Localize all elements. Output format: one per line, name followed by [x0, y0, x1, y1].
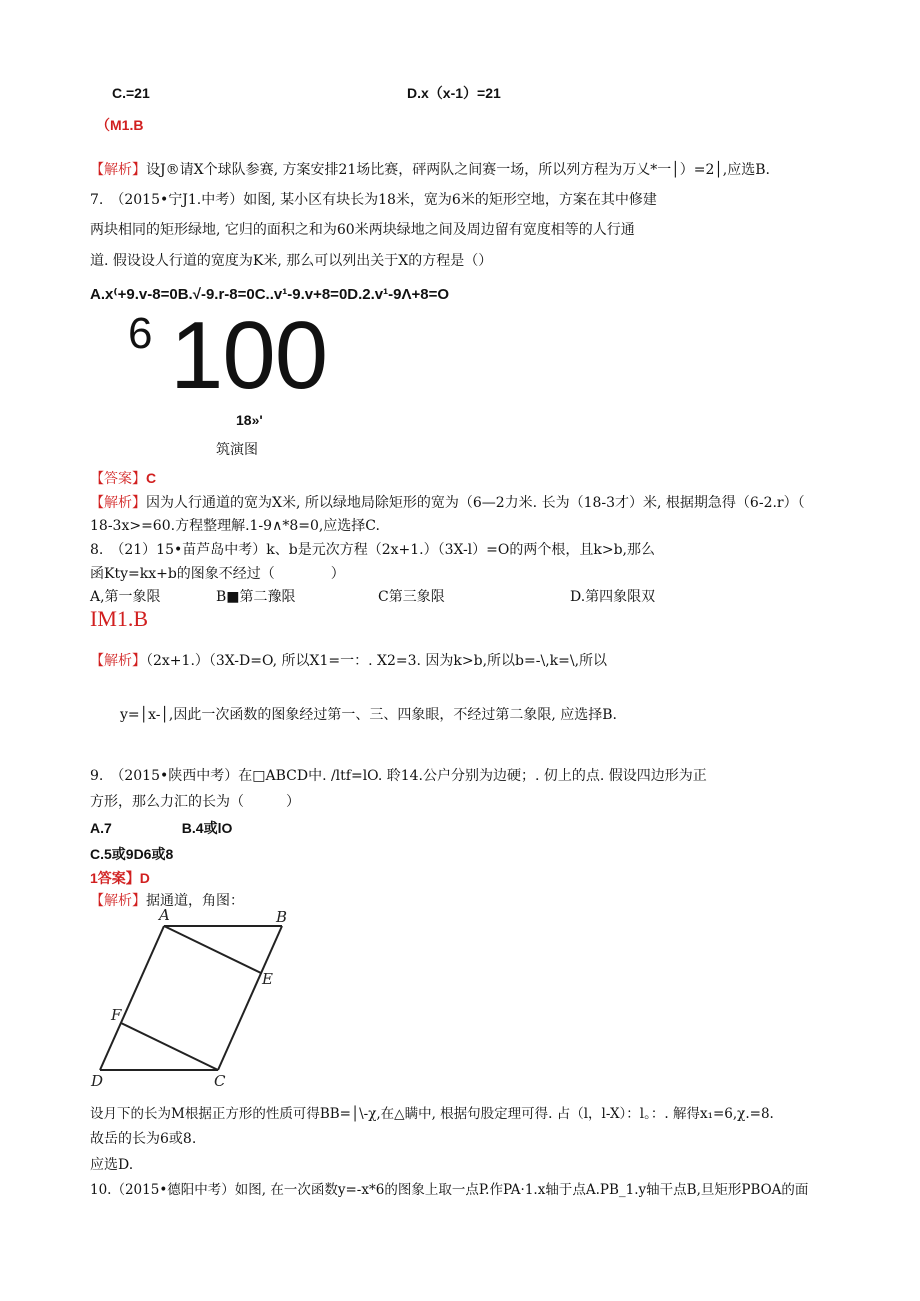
answer-tag: 【答案】 — [90, 471, 146, 487]
analysis-text: （2x+1.）（3X-D=O, 所以X1=一：. X2=3. 因为k>b,所以b=-\,k=\,所以 — [146, 653, 608, 669]
q7-answer — [90, 469, 156, 488]
figure-hundred: 100 — [170, 302, 328, 409]
q9-solution-2: 故岳的长为6或8. — [90, 1131, 197, 1147]
analysis-tag: 【解析】 — [90, 893, 146, 909]
q9-solution-1: 设月下的长为M根据正方形的性质可得BB=│\-χ,在△瞒中, 根据句股定理可得. 占（l，l-X）：l。：. 解得x₁=6,χ.=8. — [90, 1106, 774, 1122]
q6-option-c: C.=21 — [112, 85, 150, 101]
label-e: E — [262, 970, 273, 988]
q10-line-1: 10.（2015•德阳中考）如图, 在一次函数y=-x*6的图象上取一点P.作PA·1.x轴于点A.PB_1.y轴干点B,旦矩形PBOA的面 — [90, 1182, 809, 1198]
analysis-tag: 【解析】 — [90, 162, 146, 178]
q9-options-ab: A.7 B.4或lO — [90, 820, 233, 836]
analysis-text: 据通道，角图： — [146, 893, 244, 909]
q8-option-c: C第三象限 — [378, 589, 445, 605]
q9-answer — [90, 869, 150, 887]
q8-option-d: D.第四象限双 — [570, 589, 656, 605]
q9-solution-3: 应选D. — [90, 1157, 134, 1173]
q8-answer: IM1.B — [90, 606, 149, 631]
q7-line-2: 两块相同的矩形绿地, 它归的面积之和为60米两块绿地之间及周边留有宽度相等的人行通 — [90, 222, 635, 238]
q7-analysis-2: 18-3x>=60.方程整理解.1-9∧*8=0,应选择C. — [90, 518, 380, 534]
q8-analysis-1 — [90, 652, 607, 670]
q9-parallelogram-diagram — [86, 908, 300, 1090]
q7-figure-label: 18»' — [236, 412, 263, 428]
q8-line-2: 函Kty=kx+b的图象不经过（ ） — [90, 566, 345, 582]
label-f: F — [111, 1006, 122, 1024]
label-b: B — [276, 908, 288, 926]
q6-analysis — [90, 161, 770, 179]
figure-six: 6 — [128, 309, 153, 358]
edge-da — [100, 926, 164, 1070]
q9-line-2: 方形，那么力汇的长为（ ） — [90, 794, 300, 810]
q8-option-b: B■第二豫限 — [216, 589, 296, 605]
q6-answer: （M1.B — [96, 117, 144, 133]
segment-ae — [164, 926, 261, 973]
answer-value: C — [146, 470, 157, 486]
analysis-tag: 【解析】 — [90, 653, 146, 669]
q8-analysis-2: y=│x-│,因此一次函数的图象经过第一、三、四象眼，不经过第二象限, 应选择B. — [120, 707, 617, 723]
q9-options-cd: C.5或9D6或8 — [90, 846, 174, 862]
q8-line-1: 8. （21）15•苗芦岛中考）k、b是元次方程（2x+1.）（3X-l）=O的两个根，且k>b,那么 — [90, 542, 655, 558]
answer-value: D — [139, 870, 150, 886]
analysis-text: 因为人行通道的宽为X米, 所以绿地局除矩形的宽为（6—2力米. 长为（18-3才）米, 根据期急得（6-2.r）（ — [146, 495, 805, 511]
label-d: D — [91, 1072, 104, 1090]
label-c: C — [214, 1072, 226, 1090]
q9-line-1: 9. （2015•陕西中考）在□ABCD中. /ltf=lO. 聆14.公户分别为边硬；. 仞上的点. 假设四边形为正 — [90, 768, 707, 784]
label-a: A — [159, 908, 170, 924]
q8-option-a: A,第一象限 — [90, 589, 161, 605]
q7-figure-caption: 筑演图 — [216, 442, 258, 458]
q7-options: A.x⁽+9.v-8=0B.√-9.r-8=0C..v¹-9.v+8=0D.2.v¹-9Λ+8=O — [90, 286, 450, 303]
answer-tag: 1答案】 — [90, 870, 140, 886]
segment-fc — [121, 1023, 218, 1070]
q7-analysis-1 — [90, 494, 805, 512]
q7-line-1: 7. （2015•宁J1.中考）如图, 某小区有块长为18米，宽为6米的矩形空地，方案在其中修建 — [90, 192, 657, 208]
q7-line-3: 道. 假设设人行道的宽度为K米, 那么可以列出关于X的方程是（） — [90, 253, 493, 269]
analysis-text: 设J®请X个球队参赛, 方案安排21场比赛，砰两队之间赛一场，所以列方程为万乂*一│）=2│,应选B. — [146, 162, 770, 178]
q6-option-d: D.x（x-1）=21 — [407, 85, 501, 101]
edge-bc — [218, 926, 282, 1070]
analysis-tag: 【解析】 — [90, 495, 146, 511]
